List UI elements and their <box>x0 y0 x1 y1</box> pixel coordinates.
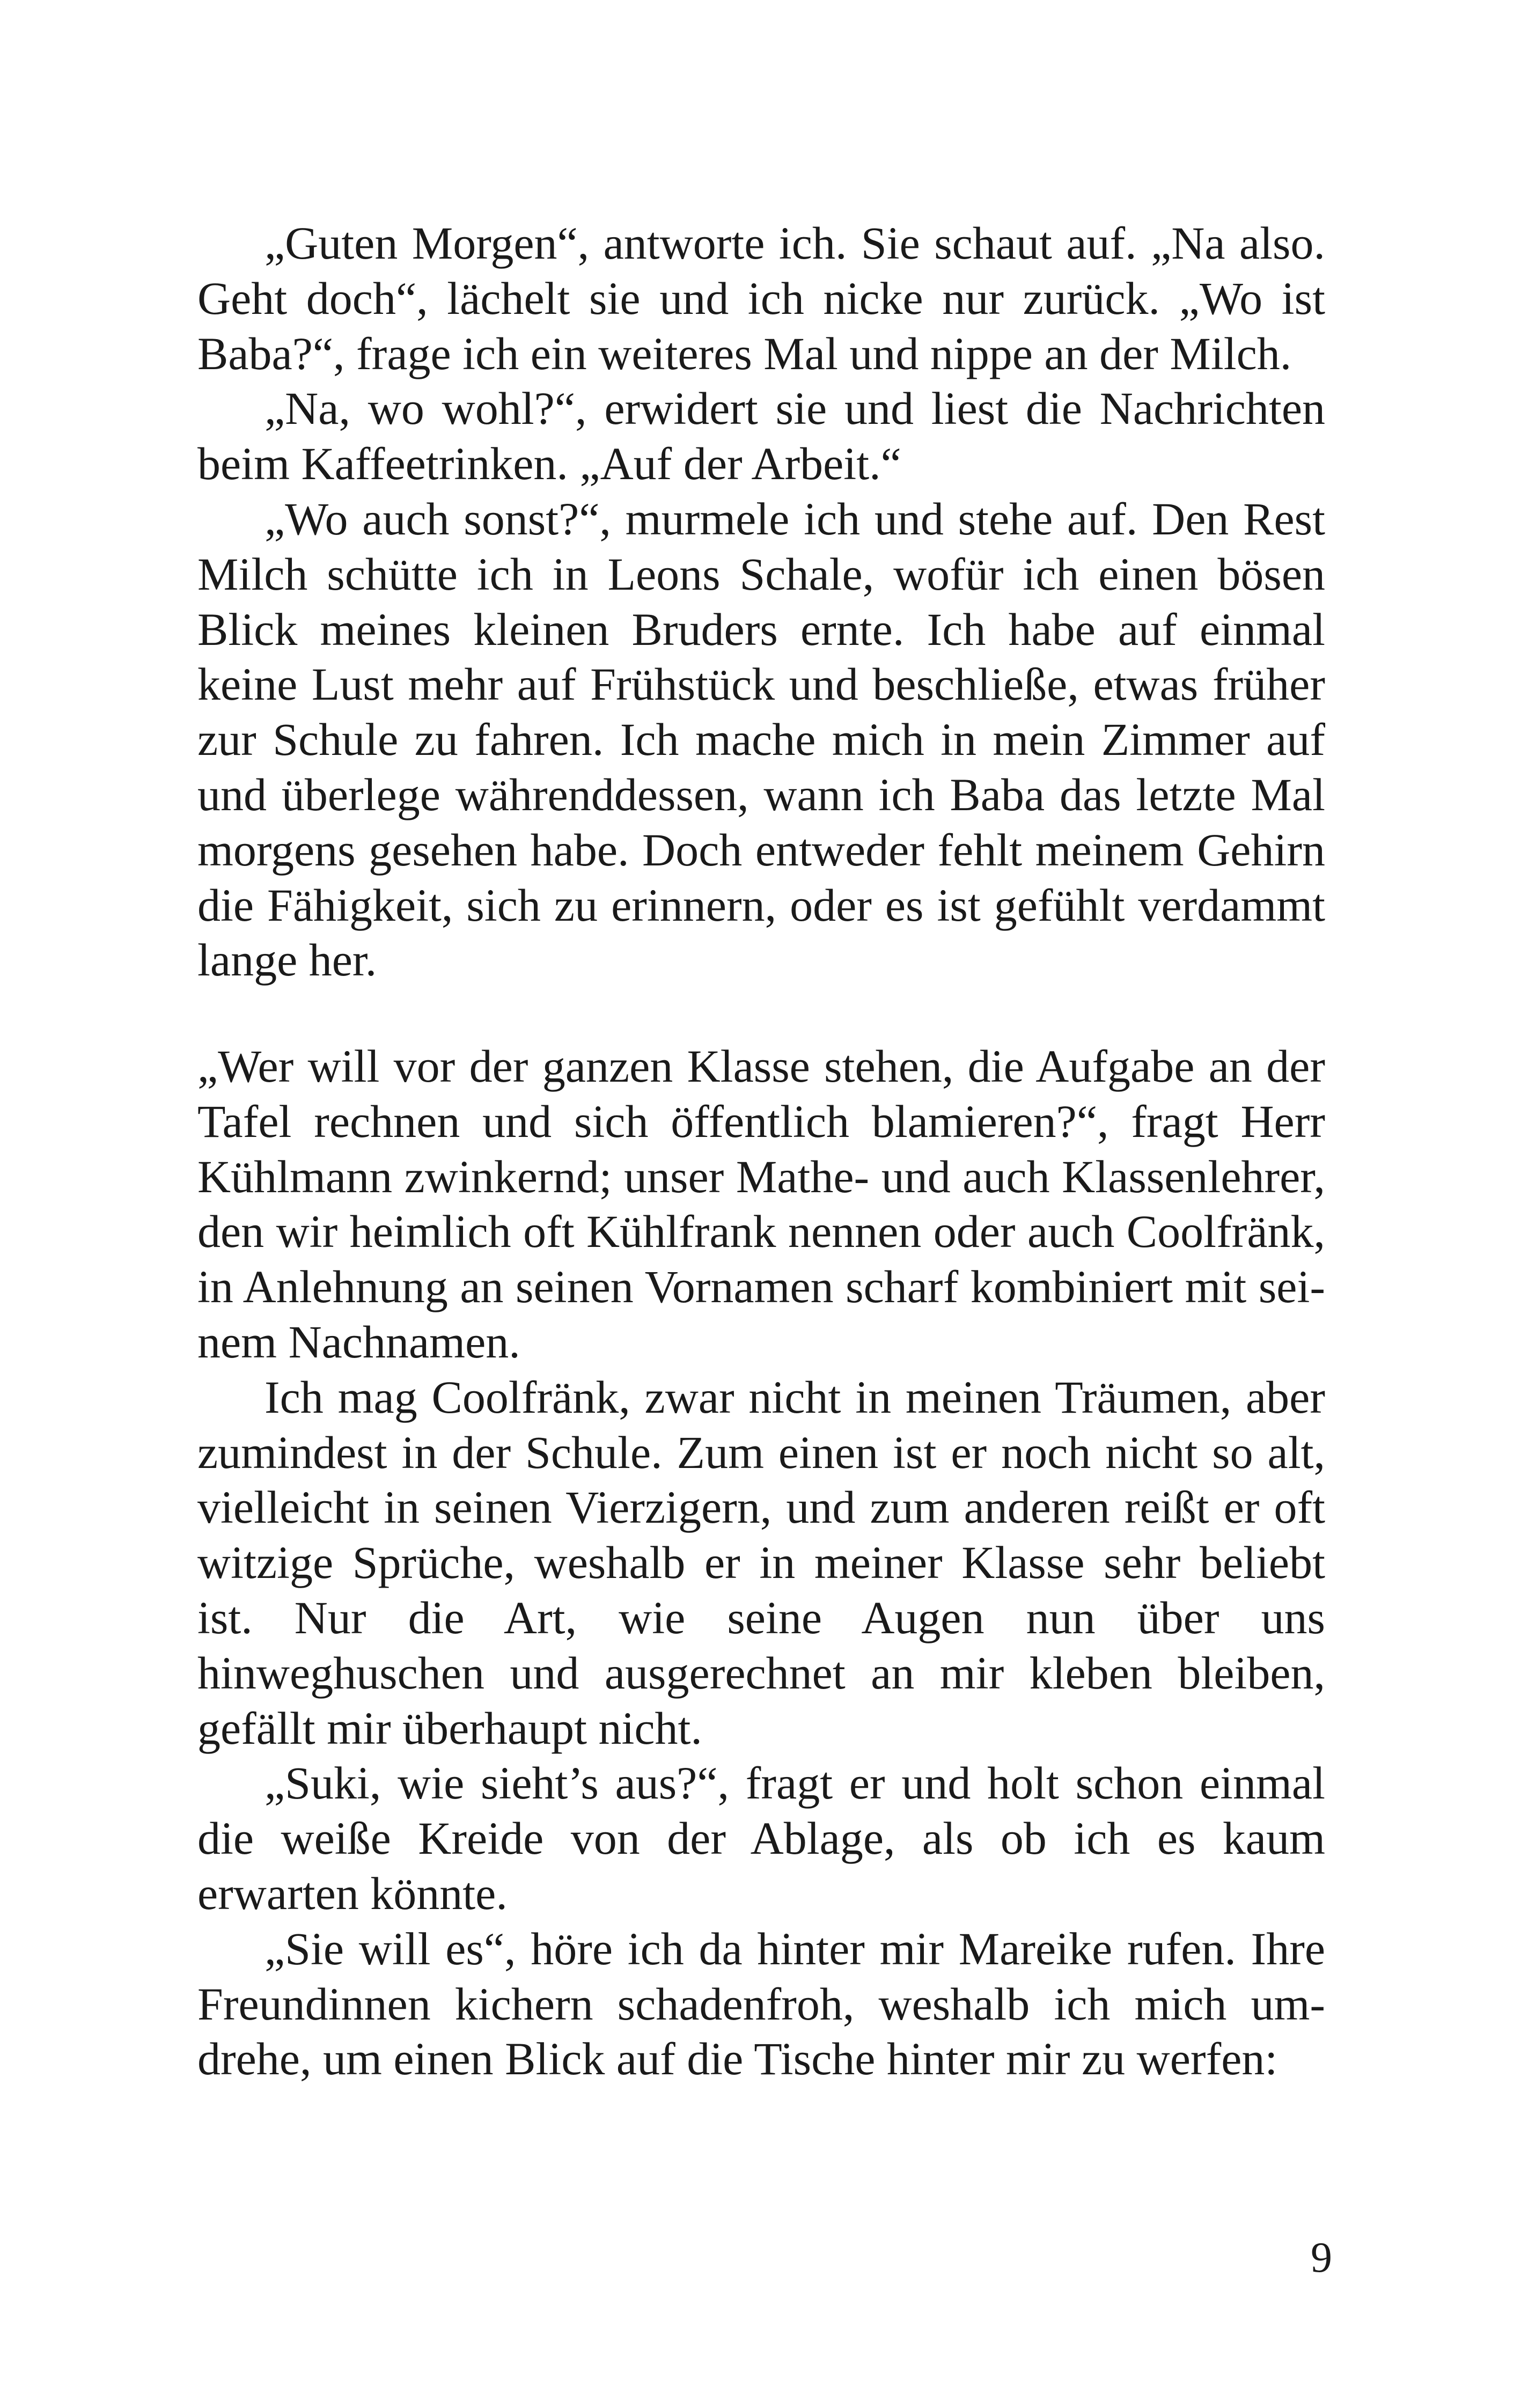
paragraph: „Sie will es“, höre ich da hinter mir Mareike rufen. Ihre Freundinnen kichern schadenfroh, weshalb ich mich umdrehe, um einen Blick auf die Tische hinter mir zu werfen: <box>197 1922 1325 2085</box>
paragraph: „Wer will vor der ganzen Klasse stehen, die Aufgabe an der Tafel rechnen und sich öffentlich blamieren?“, fragt Herr Kühlmann zwinkernd; unser Mathe- und auch Klassenlehrer, den wir heimlich oft Kühlfrank nennen oder auch Coolfränk, in Anlehnung an seinen Vornamen scharf kombiniert mit seinem Nachnamen. <box>197 1040 1325 1368</box>
paragraph: „Wo auch sonst?“, murmele ich und stehe auf. Den Rest Milch schütte ich in Leons Schale, wofür ich einen bösen Blick meines kleinen Bruders ernte. Ich habe auf einmal keine Lust mehr auf Frühstück und beschließe, etwas früher zur Schule zu fahren. Ich mache mich in mein Zimmer auf und überlege währenddessen, wann ich Baba das letzte Mal morgens gesehen habe. Doch entweder fehlt meinem Gehirn die Fähigkeit, sich zu erinnern, oder es ist gefühlt verdammt lange her. <box>197 493 1325 986</box>
paragraph: „Na, wo wohl?“, erwidert sie und liest die Nachrichten beim Kaffeetrinken. „Auf der Arbeit.“ <box>197 383 1325 490</box>
scene-one <box>197 216 1325 988</box>
paragraph: Ich mag Coolfränk, zwar nicht in meinen Träumen, aber zumindest in der Schule. Zum einen ist er noch nicht so alt, vielleicht in seinen Vierzigern, und zum anderen reißt er oft witzige Sprüche, weshalb er in meiner Klasse sehr beliebt ist. Nur die Art, wie seine Augen nun über uns hinweghuschen und ausgerechnet an mir kleben bleiben, gefällt mir überhaupt nicht. <box>197 1371 1325 1754</box>
paragraph: „Guten Morgen“, antworte ich. Sie schaut auf. „Na also. Geht doch“, lächelt sie und ich nicke nur zurück. „Wo ist Baba?“, frage ich ein weiteres Mal und nippe an der Milch. <box>197 217 1325 379</box>
page-number: 9 <box>1311 2234 1332 2281</box>
paragraph: „Suki, wie sieht’s aus?“, fragt er und holt schon einmal die weiße Kreide von der Ablage, als ob ich es kaum erwarten könnte. <box>197 1757 1325 1919</box>
scene-two <box>197 1039 1325 2087</box>
